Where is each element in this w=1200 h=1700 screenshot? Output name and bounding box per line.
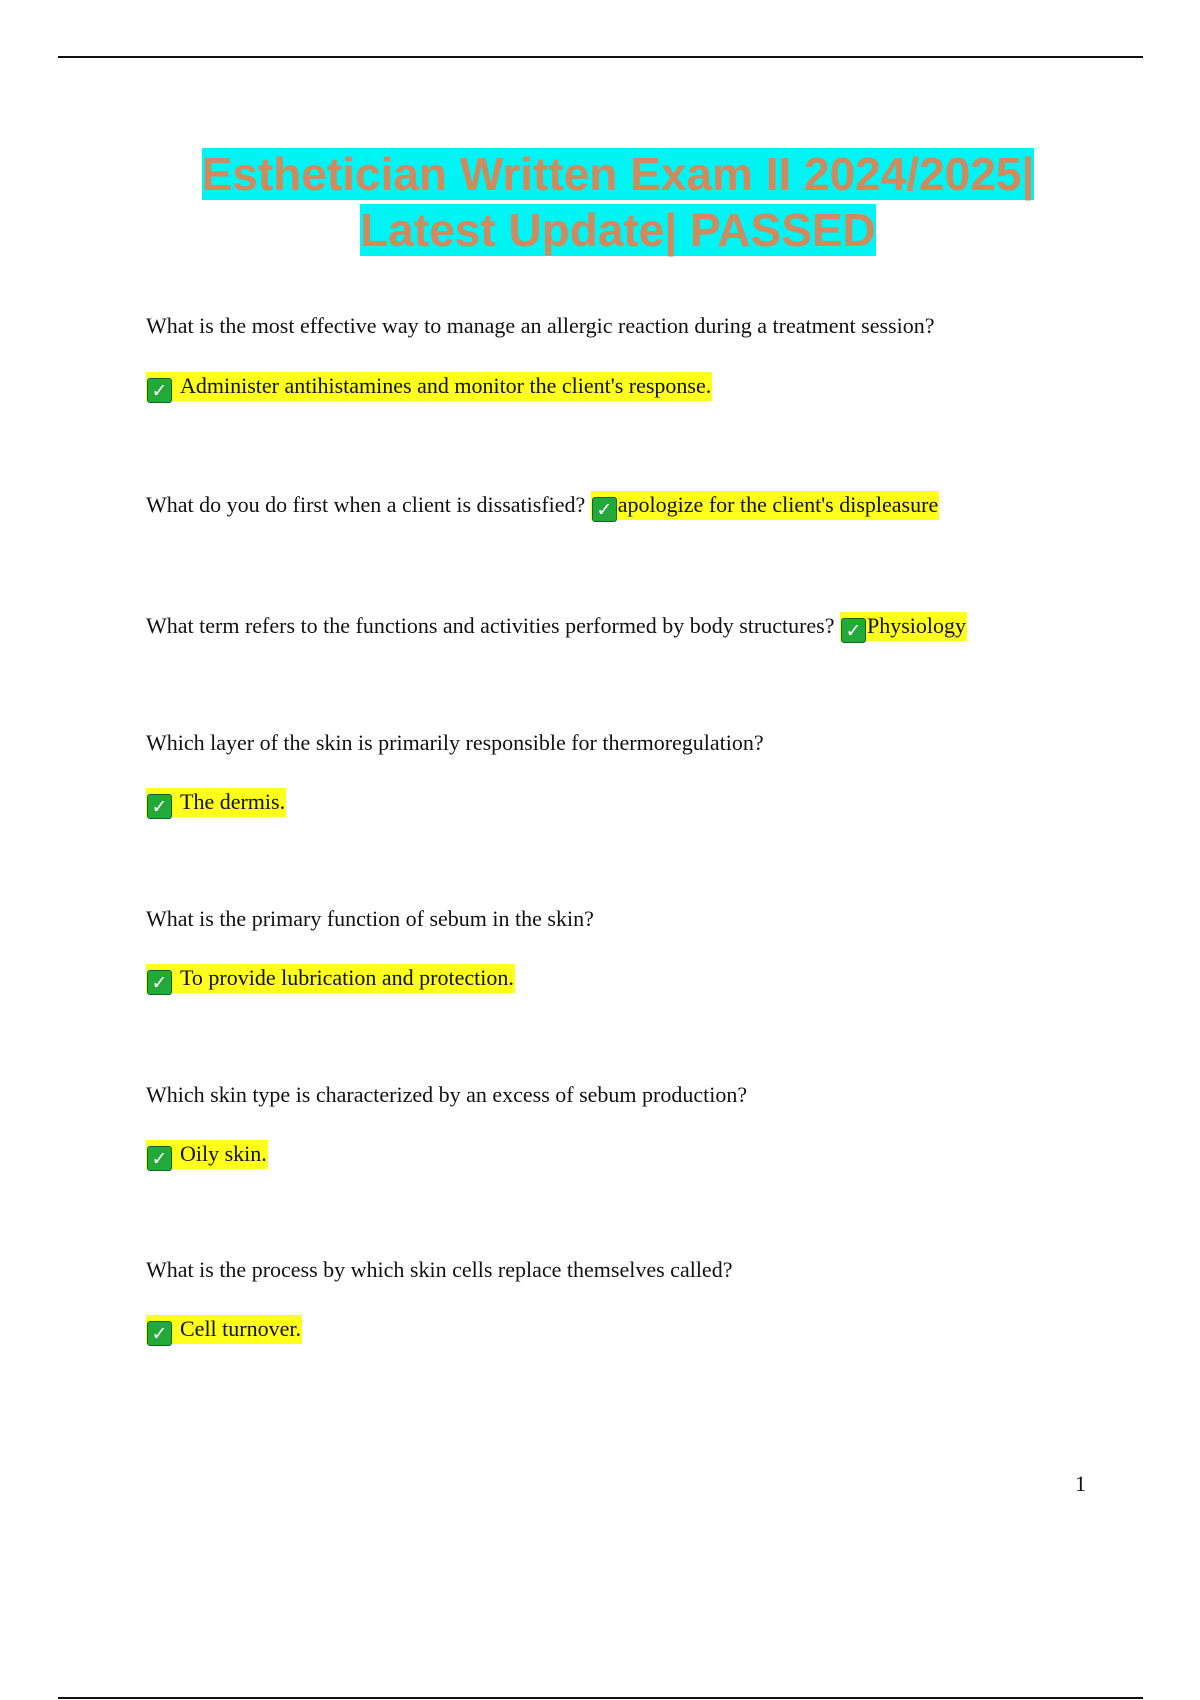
answer-7 [146, 1313, 302, 1346]
answer-4 [146, 786, 286, 819]
question-text: What is the process by which skin cells replace themselves called? [146, 1257, 733, 1282]
answer-1 [146, 370, 712, 403]
answer-highlight [840, 612, 967, 641]
check-mark-icon: ✓ [592, 497, 617, 522]
question-6 [146, 1079, 747, 1111]
answer-text: To provide lubrication and protection. [180, 965, 514, 990]
answer-6 [146, 1138, 268, 1171]
answer-text: Administer antihistamines and monitor the client's response. [180, 373, 712, 398]
question-text: What is the primary function of sebum in the skin? [146, 906, 594, 931]
question-text: Which layer of the skin is primarily responsible for thermoregulation? [146, 730, 764, 755]
title-line-2: Latest Update| PASSED [360, 204, 876, 256]
answer-5 [146, 962, 515, 995]
answer-text: Cell turnover. [180, 1316, 301, 1341]
question-text: What do you do first when a client is dissatisfied? [146, 492, 586, 517]
question-text: Which skin type is characterized by an excess of sebum production? [146, 1082, 748, 1107]
answer-text: apologize for the client's displeasure [617, 492, 939, 517]
question-4 [146, 727, 764, 759]
bottom-rule [58, 1697, 1143, 1699]
answer-text: Physiology [867, 613, 967, 638]
question-text: What term refers to the functions and activities performed by body structures? [146, 613, 835, 638]
answer-highlight [146, 788, 286, 817]
question-text: What is the most effective way to manage an allergic reaction during a treatment session? [146, 313, 935, 338]
check-mark-icon: ✓ [147, 1146, 172, 1171]
page-title [0, 146, 1200, 258]
page-number: 1 [1075, 1471, 1086, 1496]
check-mark-icon: ✓ [841, 618, 866, 643]
question-3 [146, 610, 967, 643]
question-1 [146, 310, 934, 342]
answer-highlight [146, 964, 515, 993]
answer-highlight [591, 491, 939, 520]
answer-highlight [146, 1140, 268, 1169]
question-2 [146, 489, 939, 522]
check-mark-icon: ✓ [147, 970, 172, 995]
answer-highlight [146, 372, 712, 401]
check-mark-icon: ✓ [147, 794, 172, 819]
title-line-1: Esthetician Written Exam II 2024/2025| [201, 148, 1035, 200]
top-rule [58, 56, 1143, 58]
answer-highlight [146, 1315, 302, 1344]
question-7 [146, 1254, 732, 1286]
answer-text: The dermis. [180, 789, 286, 814]
answer-text: Oily skin. [180, 1141, 267, 1166]
check-mark-icon: ✓ [147, 1321, 172, 1346]
question-5 [146, 903, 594, 935]
check-mark-icon: ✓ [147, 378, 172, 403]
